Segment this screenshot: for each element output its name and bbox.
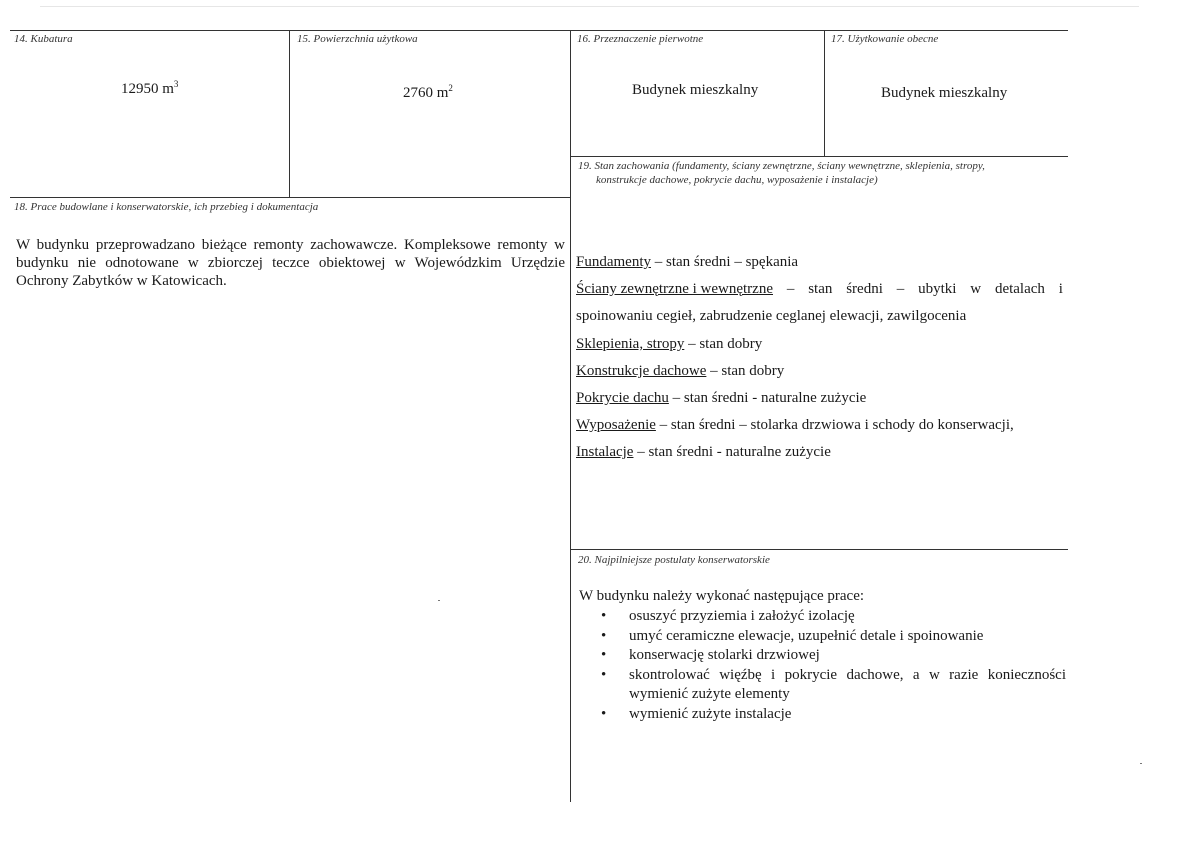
field-16-label: 16. Przeznaczenie pierwotne [577, 33, 704, 45]
stan-word: ubytki [918, 281, 957, 297]
border-above-19 [570, 156, 1068, 157]
postulaty-list [596, 607, 1066, 724]
stan-term: Ściany zewnętrzne i wewnętrzne [576, 281, 773, 297]
postulat-item [596, 705, 1066, 725]
stan-word: stan [808, 281, 833, 297]
divider-16-17 [824, 30, 825, 156]
stan-desc: spoinowaniu cegieł, zabrudzenie ceglanej elewacji, zawilgocenia [576, 308, 967, 324]
divider-left-right [570, 30, 571, 802]
field-14-value [121, 79, 178, 98]
stan-word: – [896, 281, 905, 297]
postulat-text: konserwację stolarki drzwiowej [629, 647, 820, 663]
stan-item-pokrycie [576, 390, 866, 407]
postulat-text: skontrolować więźbę i pokrycie dachowe, a w razie konieczności wymienić zużyte elementy [629, 666, 1066, 702]
powierzchnia-number: 2760 m [403, 85, 449, 101]
postulat-text: wymienić zużyte instalacje [629, 705, 792, 722]
stan-desc: – stan dobry [684, 336, 763, 352]
postulat-item [596, 627, 1066, 647]
bullet-icon: • [601, 608, 607, 624]
stan-term: Konstrukcje dachowe [576, 363, 707, 379]
border-above-18 [10, 197, 570, 198]
stan-word: detalach [994, 281, 1045, 297]
stan-word: średni [846, 281, 883, 297]
field-17-label: 17. Użytkowanie obecne [831, 33, 939, 45]
prace-line-1: W budynku przeprowadzano bieżące remonty zachowawcze. Kompleksowe remonty w [16, 237, 565, 253]
powierzchnia-exponent: 2 [448, 83, 453, 93]
postulat-text: umyć ceramiczne elewacje, uzupełnić detale i spoinowanie [629, 627, 984, 644]
bullet-icon: • [601, 627, 607, 644]
table-top-border [10, 30, 1068, 31]
stan-word: – [786, 281, 795, 297]
scan-speck [1140, 763, 1142, 764]
postulat-item [596, 646, 1066, 666]
stan-item-sciany-cont [576, 308, 966, 325]
stan-term: Sklepienia, stropy [576, 336, 685, 352]
kubatura-number: 12950 m [121, 81, 174, 97]
stan-item-wyposazenie [576, 417, 1014, 434]
stan-desc: – stan średni – stolarka drzwiowa i schody do konserwacji, [655, 417, 1014, 433]
field-15-value [403, 83, 453, 102]
field-14-label: 14. Kubatura [14, 33, 73, 45]
postulat-item [596, 666, 1066, 705]
stan-term: Wyposażenie [576, 417, 656, 433]
field-18-label: 18. Prace budowlane i konserwatorskie, ich przebieg i dokumentacja [14, 201, 319, 213]
field-19-label-line1: 19. Stan zachowania (fundamenty, ściany zewnętrzne, ściany wewnętrzne, sklepienia, stropy, [578, 160, 985, 172]
prace-line-3: Ochrony Zabytków w Katowicach. [16, 273, 227, 289]
bullet-icon: • [601, 705, 607, 722]
field-16-value: Budynek mieszkalny [632, 82, 759, 98]
field-15-label: 15. Powierzchnia użytkowa [297, 33, 418, 45]
postulat-text: osuszyć przyziemia i założyć izolację [629, 608, 855, 624]
prace-line-2: budynku nie odnotowane w zbiorczej teczce obiektowej w Wojewódzkim Urzędzie [16, 255, 565, 271]
stan-desc: – stan średni – spękania [651, 254, 799, 270]
stan-desc: – stan średni - naturalne zużycie [668, 390, 867, 406]
bullet-icon: • [601, 647, 607, 663]
stan-word: i [1058, 281, 1063, 297]
postulaty-intro: W budynku należy wykonać następujące prace: [579, 588, 865, 604]
field-20-label: 20. Najpilniejsze postulaty konserwatorskie [578, 554, 770, 566]
stan-item-konstrukcje [576, 363, 784, 380]
stan-term: Fundamenty [576, 254, 651, 270]
field-17-value: Budynek mieszkalny [881, 85, 1008, 101]
stan-desc: – stan średni - naturalne zużycie [633, 444, 831, 460]
page-edge-shadow [40, 6, 1139, 7]
kubatura-exponent: 3 [173, 79, 179, 89]
border-above-20 [570, 549, 1068, 550]
stan-item-instalacje [576, 444, 831, 461]
stan-item-sciany [576, 281, 1063, 298]
bullet-icon: • [601, 666, 607, 683]
divider-14-15 [289, 30, 290, 197]
scan-speck [438, 600, 440, 601]
stan-desc: – stan dobry [706, 363, 785, 379]
stan-term: Instalacje [576, 444, 634, 460]
postulat-item [596, 607, 1066, 627]
stan-item-sklepienia [576, 336, 762, 353]
field-19-label-line2: konstrukcje dachowe, pokrycie dachu, wyposażenie i instalacje) [596, 174, 878, 186]
stan-word: w [970, 281, 982, 297]
stan-item-fundamenty [576, 254, 798, 271]
stan-term: Pokrycie dachu [576, 390, 669, 406]
